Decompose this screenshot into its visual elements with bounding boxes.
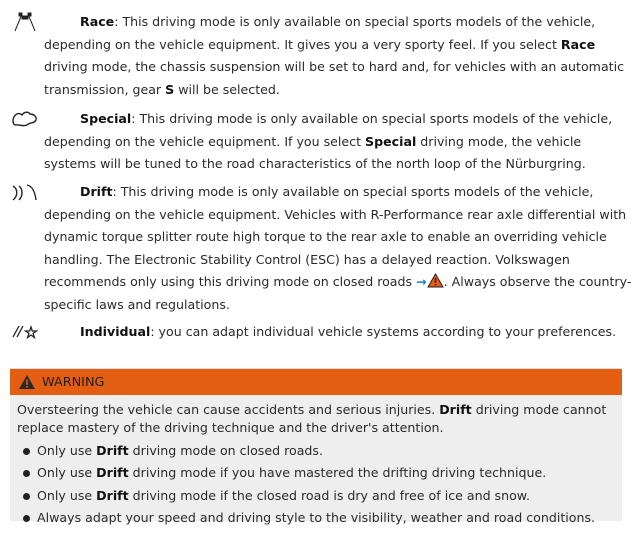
warning-list	[17, 440, 615, 529]
warning-box	[10, 368, 622, 531]
warning-intro: Oversteering the vehicle can cause accidents and serious injuries. Drift driving mode cannot replace mastery of the driving technique and the driver's attention.	[17, 402, 607, 435]
mode-special-description: Special: This driving mode is only available on special sports models of the vehicle, depending on the vehicle equipment. If you select Special driving mode, the vehicle systems will be tuned to the road characteristics of the north loop of the Nürburgring.	[44, 111, 613, 171]
mode-drift-name: Drift	[80, 184, 113, 199]
warning-triangle-icon	[427, 273, 444, 288]
mode-special	[0, 108, 636, 176]
mode-race	[0, 11, 636, 101]
cross-reference-link[interactable]: →	[416, 274, 427, 289]
mode-individual	[0, 321, 636, 344]
warning-header	[10, 369, 622, 395]
mode-race-name: Race	[80, 14, 115, 29]
mode-drift-description: Drift: This driving mode is only available on special sports models of the vehicle, depending on the vehicle equipment. Vehicles with R-Performance rear axle differential with dynamic torque splitter route high torque to the rear axle to enable an overriding vehicle handling. The Electronic Stability Control (ESC) has a delayed reaction. Volkswagen recommends only using this driving mode on closed roads → . Always observe the country-specific laws and regulations.	[44, 184, 632, 312]
checkered-flags-icon	[10, 11, 40, 33]
mode-special-name: Special	[80, 111, 132, 126]
mode-individual-description: Individual: you can adapt individual vehicle systems according to your preferences.	[80, 324, 617, 339]
warning-title: WARNING	[42, 374, 105, 390]
individual-icon	[10, 321, 40, 343]
mode-individual-name: Individual	[80, 324, 151, 339]
drift-icon	[10, 181, 40, 203]
warning-list-item: Only use Drift driving mode if the closed road is dry and free of ice and snow.	[17, 485, 615, 507]
warning-list-item: Always adapt your speed and driving style to the visibility, weather and road conditions.	[17, 507, 615, 529]
warning-triangle-icon	[18, 374, 36, 390]
warning-body	[10, 395, 622, 525]
warning-list-item: Only use Drift driving mode on closed roads.	[17, 440, 615, 462]
mode-drift	[0, 181, 636, 316]
warning-list-item: Only use Drift driving mode if you have mastered the drifting driving technique.	[17, 462, 615, 484]
mode-race-description: Race: This driving mode is only available on special sports models of the vehicle, depending on the vehicle equipment. It gives you a very sporty feel. If you select Race driving mode, the chassis suspension will be set to hard and, for vehicles with an automatic transmission, gear S will be selected.	[44, 14, 625, 97]
nurburgring-track-icon	[10, 108, 40, 130]
